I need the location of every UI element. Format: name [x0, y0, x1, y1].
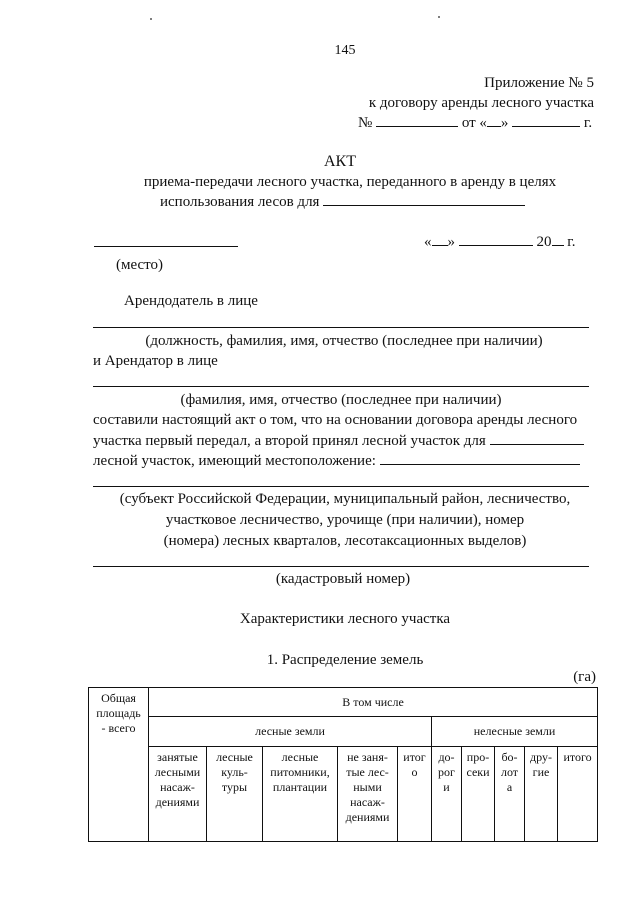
page-number: 145 [334, 43, 356, 58]
column-header [263, 747, 338, 842]
column-header-text: итого [563, 750, 592, 764]
land-distribution-table [88, 687, 598, 842]
column-header-text: бо- лот а [500, 750, 519, 794]
contract-number-line [358, 114, 592, 132]
section-title: 1. Распределение земель [266, 652, 424, 668]
including-header: В том числе [149, 688, 598, 717]
purpose-blank [323, 193, 525, 206]
column-header-text: лесные питомники, плантации [270, 750, 330, 794]
act-year-blank [552, 233, 564, 246]
column-header [398, 747, 432, 842]
location-caption-2: участковое лесничество, урочище (при наличии), номер [165, 512, 525, 528]
column-header-text: про- секи [466, 750, 490, 779]
contract-month-blank [512, 114, 580, 127]
place-caption: (место) [116, 257, 164, 273]
column-header [462, 747, 495, 842]
appendix-title: Приложение № 5 [484, 75, 594, 91]
paragraph-line-3 [93, 452, 580, 470]
forest-lands-header: лесные земли [149, 717, 432, 747]
column-header-text: итог о [403, 750, 426, 779]
column-header [525, 747, 558, 842]
appendix-subtitle: к договору аренды лесного участка [368, 95, 594, 111]
purpose-label: использования лесов для [160, 194, 320, 210]
act-subtitle-line2 [160, 193, 525, 211]
contract-day-blank [487, 114, 501, 127]
column-header-text: лесные куль- туры [216, 750, 253, 794]
column-header-text: не заня- тые лес- ными насаж- дениями [345, 750, 390, 824]
lessor-label: Арендодатель в лице [124, 293, 258, 309]
act-month-blank [459, 233, 533, 246]
contract-number-blank [376, 114, 458, 127]
nonforest-lands-header: нелесные земли [432, 717, 598, 747]
paragraph-line-1: составили настоящий акт о том, что на основании договора аренды лесного [93, 412, 578, 428]
act-year-suffix: г. [567, 234, 576, 250]
column-header [432, 747, 462, 842]
act-date-line [424, 233, 575, 251]
characteristics-title: Характеристики лесного участка [239, 611, 451, 627]
scan-speck [438, 16, 440, 18]
location-inline-blank [380, 452, 580, 465]
paragraph-line-2 [93, 432, 584, 450]
act-day-blank [432, 233, 448, 246]
lessor-blank [93, 327, 589, 328]
column-header-text: занятые лесными насаж- дениями [154, 750, 201, 809]
lessor-caption: (должность, фамилия, имя, отчество (последнее при наличии) [145, 333, 543, 349]
lessee-caption: (фамилия, имя, отчество (последнее при наличии) [180, 392, 502, 408]
scan-speck [150, 18, 152, 20]
quote-close: » [500, 115, 509, 131]
paragraph-line-3-text: лесной участок, имеющий местоположение: [93, 453, 376, 469]
location-blank [93, 486, 589, 487]
number-sign: № [358, 115, 373, 131]
column-header [207, 747, 263, 842]
column-header-text: до- рог и [438, 750, 455, 794]
date-from-label: от « [461, 115, 487, 131]
total-area-header-text: Общая площадь - всего [96, 691, 141, 735]
year-prefix: 20 [536, 234, 552, 250]
table-header-row-1 [89, 688, 598, 717]
column-header [558, 747, 598, 842]
lessee-blank [93, 386, 589, 387]
column-header [338, 747, 398, 842]
column-header-text: дру- гие [530, 750, 552, 779]
purpose-use-blank [490, 432, 584, 445]
location-caption-1: (субъект Российской Федерации, муниципальный район, лесничество, [119, 491, 571, 507]
paragraph-line-2-text: участка первый передал, а второй принял лесной участок для [93, 433, 486, 449]
table-header-row-2 [89, 717, 598, 747]
column-header [495, 747, 525, 842]
cadastral-blank [93, 566, 589, 567]
lessee-label: и Арендатор в лице [93, 353, 218, 369]
year-suffix: г. [583, 115, 593, 131]
unit-label: (га) [573, 669, 596, 685]
date-close-quote: » [447, 234, 455, 250]
total-area-header [89, 688, 149, 842]
column-header [149, 747, 207, 842]
cadastral-caption: (кадастровый номер) [275, 571, 411, 587]
table-header-row-3 [89, 747, 598, 842]
location-caption-3: (номера) лесных кварталов, лесотаксационных выделов) [163, 533, 527, 549]
act-title: АКТ [324, 153, 356, 170]
date-open-quote: « [424, 234, 432, 250]
act-subtitle-line1: приема-передачи лесного участка, переданного в аренду в целях [143, 174, 557, 190]
place-blank [94, 246, 238, 247]
